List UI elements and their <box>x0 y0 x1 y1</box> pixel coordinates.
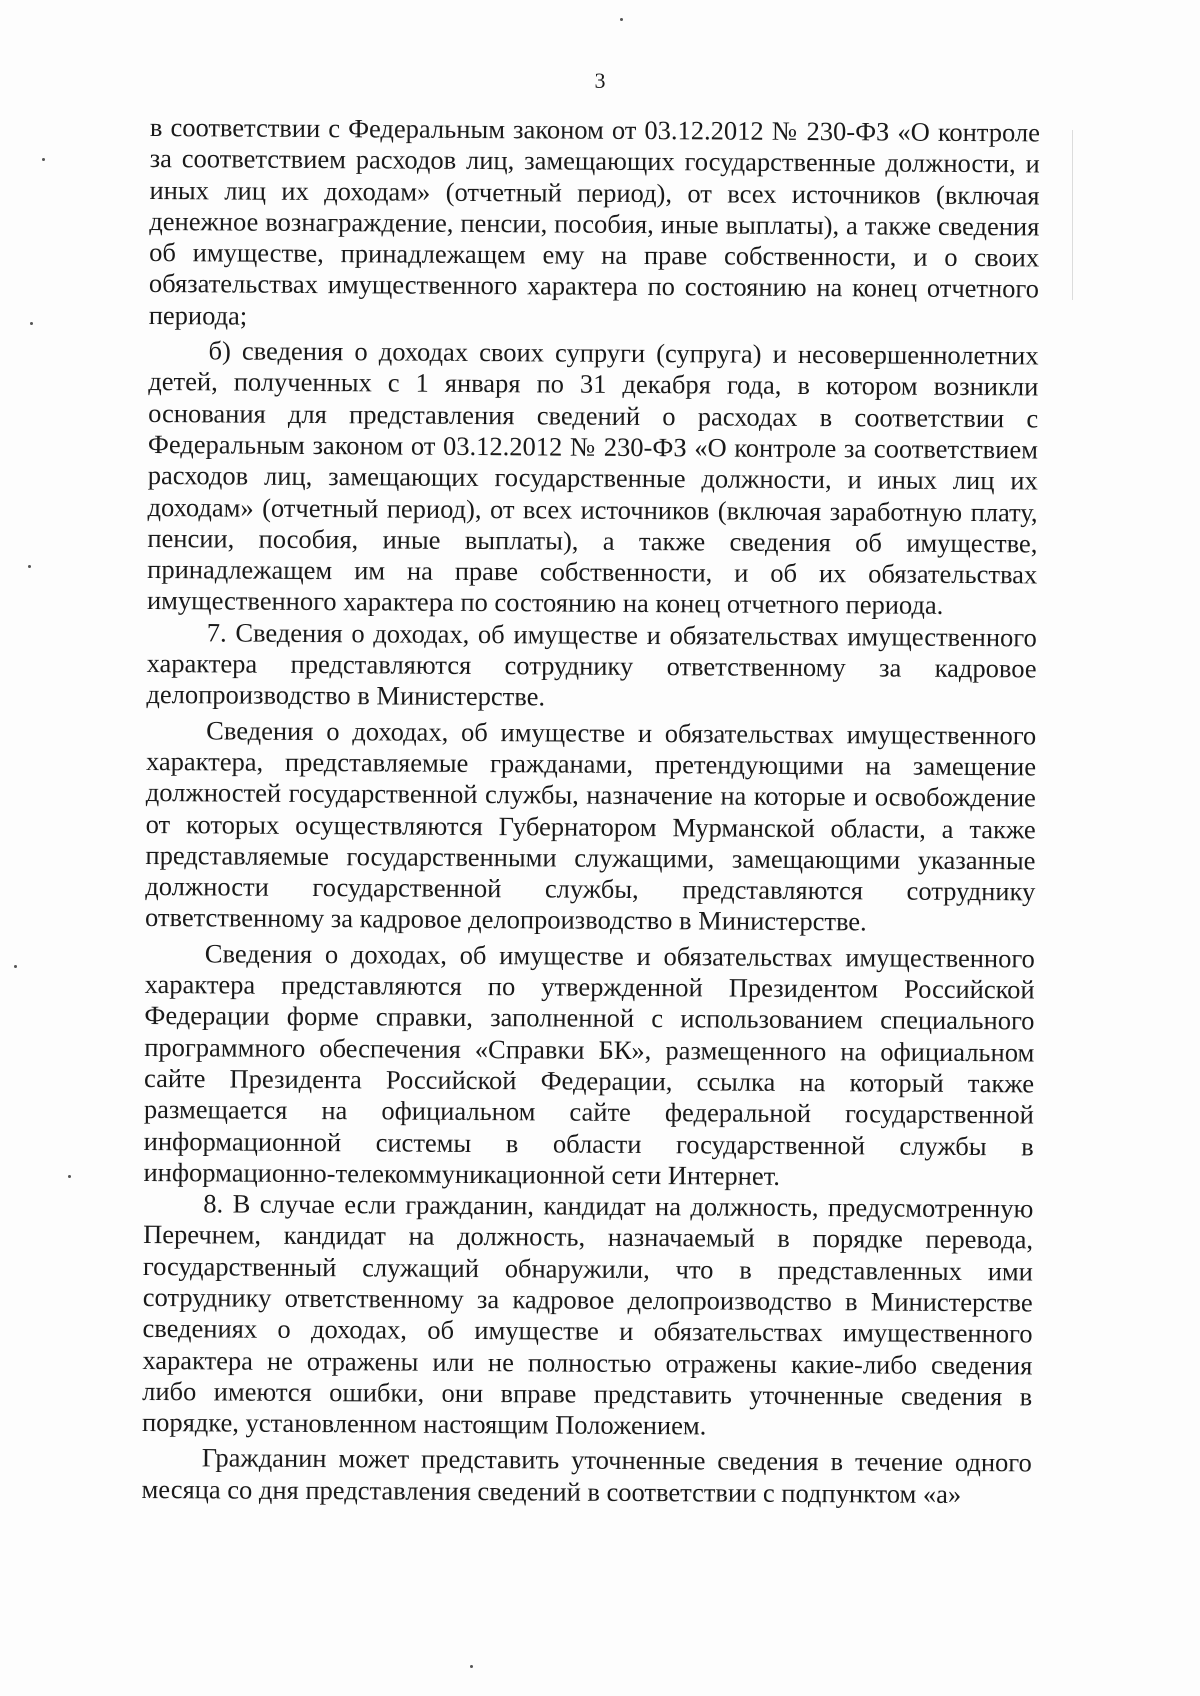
scan-speck <box>68 1175 71 1178</box>
page-number: 3 <box>594 68 606 93</box>
paragraph-item-7-citizens: Сведения о доходах, об имуществе и обязательствах имущественного характера, представляемые гражданами, претендующими на замещение должностей государственной службы, назначение на которые и освобождение от которых осуществляются Губернатором Мурманской области, а также представляемые государственными служащими, замещающими указанные должности государственной службы, представляются сотруднику ответственному за кадровое делопроизводство в Министерстве. <box>144 714 1037 937</box>
scan-edge-mark <box>1072 130 1073 300</box>
document-body <box>141 112 1039 1510</box>
scan-speck <box>470 1665 473 1668</box>
paragraph-corrected-info: Гражданин может представить уточненные сведения в течение одного месяца со дня представления сведений в соответствии с подпунктом «а» <box>141 1442 1032 1509</box>
scan-speck <box>42 158 45 161</box>
scan-speck <box>620 18 623 21</box>
paragraph-income-own-continuation: в соответствии с Федеральным законом от 03.12.2012 № 230-ФЗ «О контроле за соответствием расходов лиц, замещающих государственные должности, и иных лиц их доходам» (отчетный период), от всех источников (включая денежное вознаграждение, пенсии, пособия, иные выплаты), а также сведения об имуществе, принадлежащем ему на праве собственности, и о своих обязательствах имущественного характера по состоянию на конец отчетного периода; <box>148 112 1040 331</box>
paragraph-subitem-b: б) сведения о доходах своих супруги (супруга) и несовершеннолетних детей, полученных с 1 января по 31 декабря года, в котором возникли основания для представления сведений о расходах в соответствии с Федеральным законом от 03.12.2012 № 230-ФЗ «О контроле за соответствием расходов лиц, замещающих государственные должности, и иных лиц их доходам» (отчетный период), от всех источников (включая заработную плату, пенсии, пособия, иные выплаты), а также сведения об имуществе, принадлежащем им на праве собственности, и об их обязательствах имущественного характера по состоянию на конец отчетного периода. <box>146 335 1039 621</box>
paragraph-item-7-form: Сведения о доходах, об имуществе и обязательствах имущественного характера представляются по утвержденной Президентом Российской Федерации форме справки, заполненной с использованием специального программного обеспечения «Справки БК», размещенного на официальном сайте Президента Российской Федерации, ссылка на который также размещается на официальном сайте федеральной государственной информационной системы в области государственной службы в информационно-телекоммуникационной сети Интернет. <box>143 938 1035 1191</box>
scan-speck <box>14 965 17 968</box>
paragraph-item-8: 8. В случае если гражданин, кандидат на должность, предусмотренную Перечнем, кандидат на должность, назначаемый в порядке перевода, государственный служащий обнаружили, что в представленных ими сотруднику ответственному за кадровое делопроизводство в Министерстве сведениях о доходах, об имуществе и обязательствах имущественного характера не отражены или не полностью отражены какие-либо сведения либо имеются ошибки, они вправе представить уточненные сведения в порядке, установленном настоящим Положением. <box>141 1188 1034 1441</box>
scan-speck <box>30 322 33 325</box>
paragraph-item-7: 7. Сведения о доходах, об имуществе и обязательствах имущественного характера представляются сотруднику ответственному за кадровое делопроизводство в Министерстве. <box>146 617 1037 712</box>
scan-speck <box>28 565 31 568</box>
